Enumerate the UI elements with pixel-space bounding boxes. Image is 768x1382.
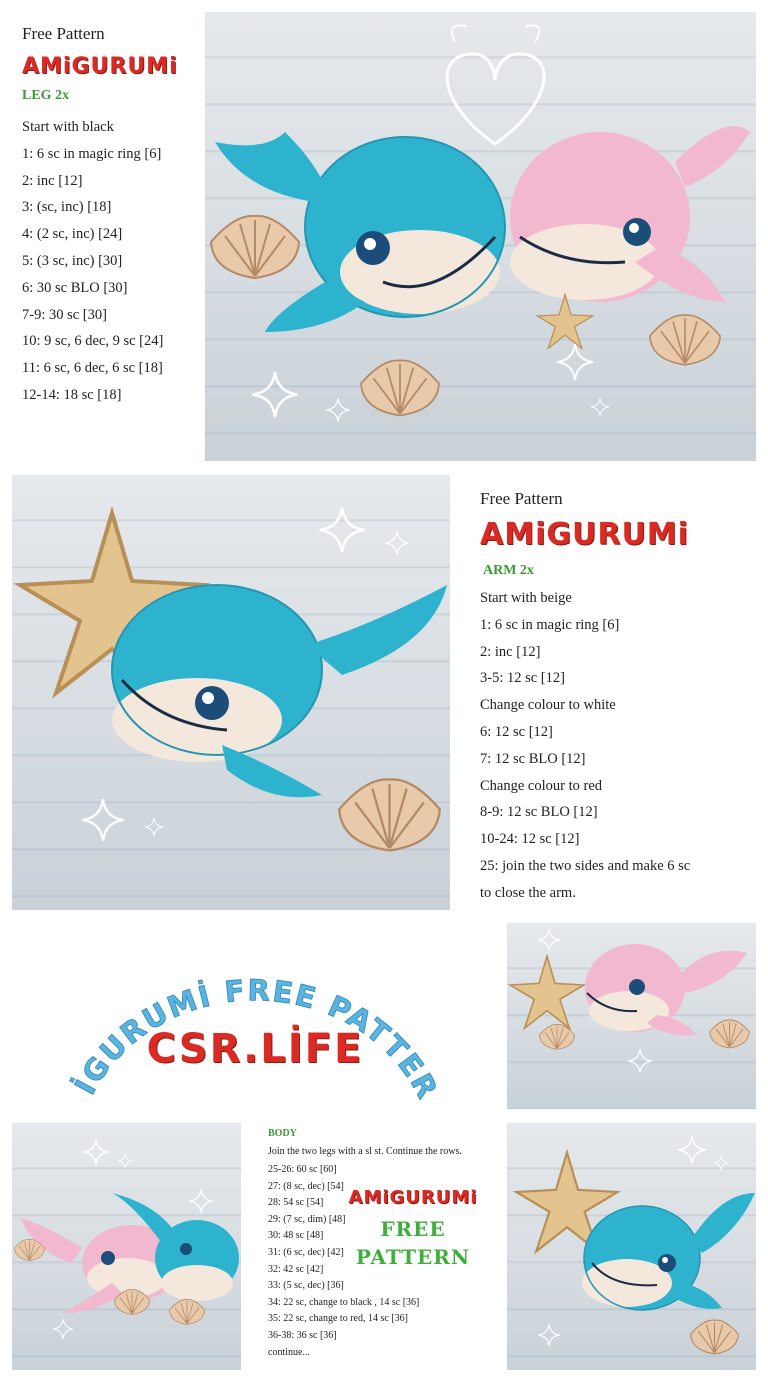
arm-step: 10-24: 12 sc [12] [480,831,580,848]
leg-step: 7-9: 30 sc [30] [22,306,107,323]
leg-brand: AMiGURUMi [22,54,178,79]
leg-step: 5: (3 sc, inc) [30] [22,252,123,269]
arm-title: Free Pattern [480,489,563,508]
logo-arc-text: İGURUMİ FREE PATTER [67,973,446,1106]
arm-step: to close the arm. [480,884,576,901]
whale-photo-icon [507,1123,756,1370]
body-free-label: FREE [348,1215,478,1243]
leg-step: 12-14: 18 sc [18] [22,386,122,403]
photo-pink-and-blue-whales [12,1123,241,1370]
arm-step: 25: join the two sides and make 6 sc [480,857,691,874]
leg-steps [22,114,202,409]
leg-step: 6: 30 sc BLO [30] [22,279,128,296]
arm-step: Change colour to white [480,697,616,714]
body-brand: AMiGURUMi [348,1181,478,1215]
leg-step: 10: 9 sc, 6 dec, 9 sc [24] [22,333,164,350]
whale-photo-icon [205,12,756,461]
body-branding [348,1181,478,1271]
body-step: 34: 22 sc, change to black , 14 sc [36] [268,1296,420,1308]
leg-title: Free Pattern [22,24,105,43]
leg-step: 2: inc [12] [22,172,83,189]
body-step: 28: 54 sc [54] [268,1197,324,1209]
arm-step: 3-5: 12 sc [12] [480,670,565,687]
photo-pink-whale [507,923,756,1109]
whale-photo-icon [12,475,450,910]
whale-photo-icon [12,1123,241,1370]
body-step: 25-26: 60 sc [60] [268,1164,337,1175]
arm-step: 7: 12 sc BLO [12] [480,750,586,767]
arm-step: 2: inc [12] [480,643,541,660]
svg-text:AMİGURUMİ FREE PATTERNS [40,920,445,1105]
arm-step: 8-9: 12 sc BLO [12] [480,804,598,821]
body-step: continue... [268,1346,310,1358]
leg-part-label: LEG 2x [22,88,70,103]
leg-step: 1: 6 sc in magic ring [6] [22,145,162,162]
body-section [268,1126,500,1376]
body-step: 36-38: 36 sc [36] [268,1329,337,1341]
body-step: 27: (8 sc, dec) [54] [268,1180,344,1192]
leg-section [22,24,202,424]
photo-blue-whale-starfish [12,475,450,910]
logo-site-name: CSR.LİFE [146,1026,364,1072]
arm-step: Change colour to red [480,777,603,794]
leg-step: 11: 6 sc, 6 dec, 6 sc [18] [22,360,163,377]
body-step: 32: 42 sc [42] [268,1263,324,1275]
arm-step: Start with beige [480,590,572,606]
logo-arc-icon [40,920,470,1120]
leg-step: Start with black [22,119,114,135]
arm-steps [480,585,760,907]
body-pattern-label: PATTERN [348,1243,478,1271]
body-part-label: BODY [268,1128,297,1139]
arm-step: 1: 6 sc in magic ring [6] [480,616,620,633]
arm-part-label: ARM 2x [483,563,534,578]
body-step: 31: (6 sc, dec) [42] [268,1246,344,1258]
body-step: 33: (5 sc, dec) [36] [268,1280,344,1292]
arm-section [480,489,760,909]
arm-step: 6: 12 sc [12] [480,723,553,740]
body-step: 29: (7 sc, dim) [48] [268,1213,346,1225]
body-intro: Join the two legs with a sl st. Continue the rows. [268,1146,462,1157]
photo-blue-and-pink-whales [205,12,756,461]
leg-step: 4: (2 sc, inc) [24] [22,226,123,243]
arm-brand: AMiGURUMi [480,517,689,552]
body-step: 30: 48 sc [48] [268,1230,324,1242]
csr-life-logo [40,920,470,1120]
photo-blue-whale-front [507,1123,756,1370]
leg-step: 3: (sc, inc) [18] [22,199,112,216]
body-step: 35: 22 sc, change to red, 14 sc [36] [268,1313,408,1325]
whale-photo-icon [507,923,756,1109]
